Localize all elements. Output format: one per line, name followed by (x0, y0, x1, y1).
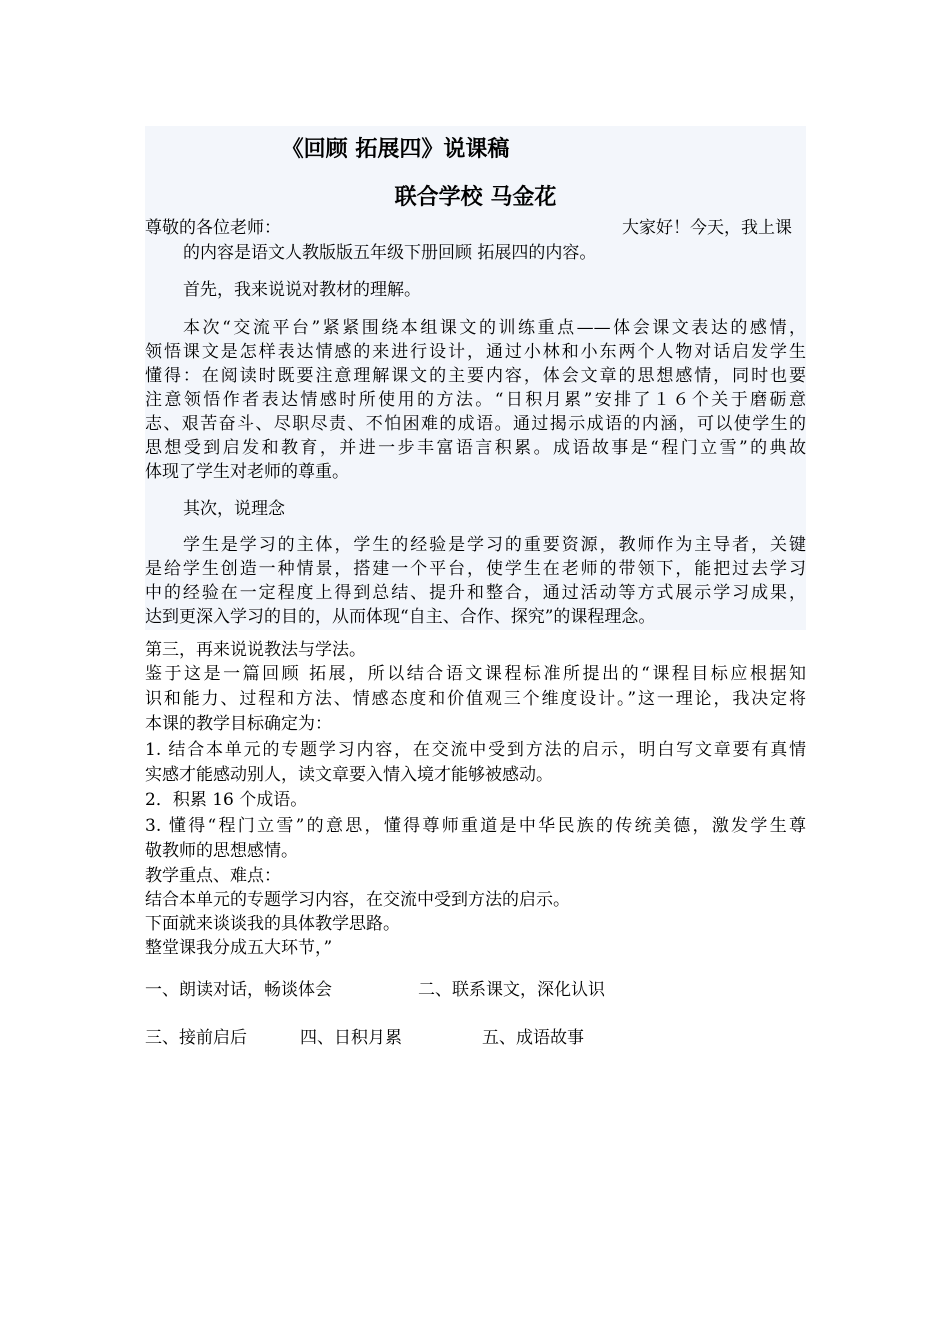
goal-3-line: 敬教师的思想感情。 (145, 841, 298, 861)
goal-1-line: 实感才能感动别人，读文章要入情入境才能够被感动。 (145, 765, 553, 785)
greeting-continued: 的内容是语文人教版版五年级下册回顾 拓展四的内容。 (183, 243, 597, 263)
paragraph-1-line: 领悟课文是怎样表达情感的来进行设计，通过小林和小东两个人物对话启发学生 (145, 342, 806, 362)
focus-label: 教学重点、难点： (145, 866, 281, 886)
paragraph-1-line: 注意领悟作者表达情感时所使用的方法。“日积月累”安排了１６个关于磨砺意 (145, 390, 806, 410)
paragraph-3-line: 本课的教学目标确定为： (145, 714, 332, 734)
step-item: 五、成语故事 (482, 1028, 584, 1048)
greeting-left: 尊敬的各位老师： (145, 218, 281, 238)
step-item: 四、日积月累 (300, 1028, 402, 1048)
paragraph-2-line: 学生是学习的主体，学生的经验是学习的重要资源，教师作为主导者，关键 (183, 535, 806, 555)
paragraph-2-line: 是给学生创造一种情景，搭建一个平台，使学生在老师的带领下，能把过去学习 (145, 559, 806, 579)
paragraph-1-line: 志、艰苦奋斗、尽职尽责、不怕困难的成语。通过揭示成语的内涵，可以使学生的 (145, 414, 806, 434)
paragraph-1-line: 本次“交流平台”紧紧围绕本组课文的训练重点——体会课文表达的感情， (183, 318, 806, 338)
goal-3-line: 3. 懂得“程门立雪”的意思，懂得尊师重道是中华民族的传统美德，激发学生尊 (145, 816, 806, 836)
goal-1-line: 1. 结合本单元的专题学习内容，在交流中受到方法的启示，明白写文章要有真情 (145, 740, 806, 760)
paragraph-2-line: 达到更深入学习的目的，从而体现“自主、合作、探究”的课程理念。 (145, 607, 656, 627)
paragraph-third-heading: 第三，再来说说教法与学法。 (145, 640, 366, 660)
paragraph-1-line: 懂得：在阅读时既要注意理解课文的主要内容，体会文章的思想感情，同时也要 (145, 366, 806, 386)
paragraph-3-line: 鉴于这是一篇回顾 拓展，所以结合语文课程标准所提出的“课程目标应根据知 (145, 664, 806, 684)
document-title: 《回顾 拓展四》说课稿 (281, 136, 510, 162)
greeting-right: 大家好！今天，我上课 (622, 218, 792, 238)
goal-2: 2．积累 16 个成语。 (145, 790, 308, 810)
paragraph-2-line: 中的经验在一定程度上得到总结、提升和整合，通过活动等方式展示学习成果， (145, 583, 806, 603)
next-line: 下面就来谈谈我的具体教学思路。 (145, 914, 400, 934)
paragraph-first-heading: 首先，我来说说对教材的理解。 (183, 280, 421, 300)
step-item: 一、朗读对话，畅谈体会 (145, 980, 332, 1000)
paragraph-1-line: 思想受到启发和教育，并进一步丰富语言积累。成语故事是“程门立雪”的典故 (145, 438, 806, 458)
step-item: 二、联系课文，深化认识 (418, 980, 605, 1000)
paragraph-second-heading: 其次，说理念 (183, 499, 285, 519)
paragraph-3-line: 识和能力、过程和方法、情感态度和价值观三个维度设计。”这一理论，我决定将 (145, 689, 806, 709)
focus-text: 结合本单元的专题学习内容，在交流中受到方法的启示。 (145, 890, 570, 910)
document-author: 联合学校 马金花 (394, 184, 557, 210)
step-item: 三、接前启后 (145, 1028, 247, 1048)
paragraph-1-line: 体现了学生对老师的尊重。 (145, 462, 349, 482)
five-parts-line: 整堂课我分成五大环节，” (145, 938, 333, 958)
